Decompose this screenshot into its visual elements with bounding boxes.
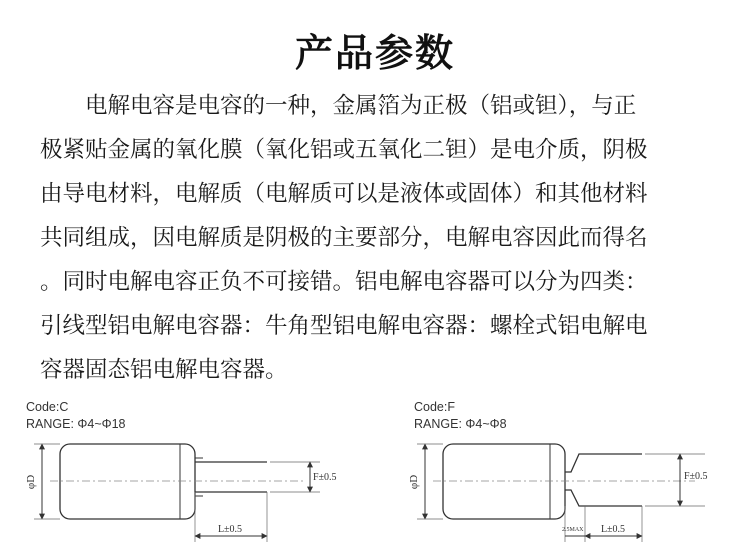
code-label: Code:F [414,400,455,414]
f-dimension-label: F±0.5 [684,471,708,482]
max-dimension-label: 2.5MAX [562,527,584,533]
paragraph-line: 极紧贴金属的氧化膜（氧化铝或五氧化二钽）是电介质，阴极 [40,137,648,163]
range-label: RANGE: Φ4~Φ8 [414,417,507,431]
l-dimension-label: L±0.5 [217,524,243,535]
spec-code-c [26,399,126,433]
capacitor-diagram-f [405,432,735,552]
paragraph-line: 引线型铝电解电容器：牛角型铝电解电容器：螺栓式铝电解电 [40,313,648,339]
paragraph-line: 。同时电解电容正负不可接错。铝电解电容器可以分为四类： [40,269,648,295]
spec-code-f [414,399,507,433]
l-dimension-label: L±0.5 [600,524,626,535]
diameter-label: φD [408,474,420,490]
page-title: 产品参数 [294,31,455,75]
paragraph-line: 由导电材料，电解质（电解质可以是液体或固体）和其他材料 [40,181,648,207]
lead-top [565,454,642,472]
capacitor-body [443,444,565,519]
range-label: RANGE: Φ4~Φ18 [26,417,126,431]
diameter-label: φD [25,474,37,490]
capacitor-diagram-c [20,432,350,552]
description-paragraph [40,84,715,392]
capacitor-body [60,444,195,519]
f-dimension-label: F±0.5 [313,472,337,483]
paragraph-line: 容器固态铝电解电容器。 [40,357,288,383]
code-label: Code:C [26,400,69,414]
paragraph-line: 电解电容是电容的一种，金属箔为正极（铝或钽），与正 [40,93,637,119]
paragraph-line: 共同组成，因电解质是阴极的主要部分，电解电容因此而得名 [40,225,648,251]
lead-bottom [565,490,642,506]
